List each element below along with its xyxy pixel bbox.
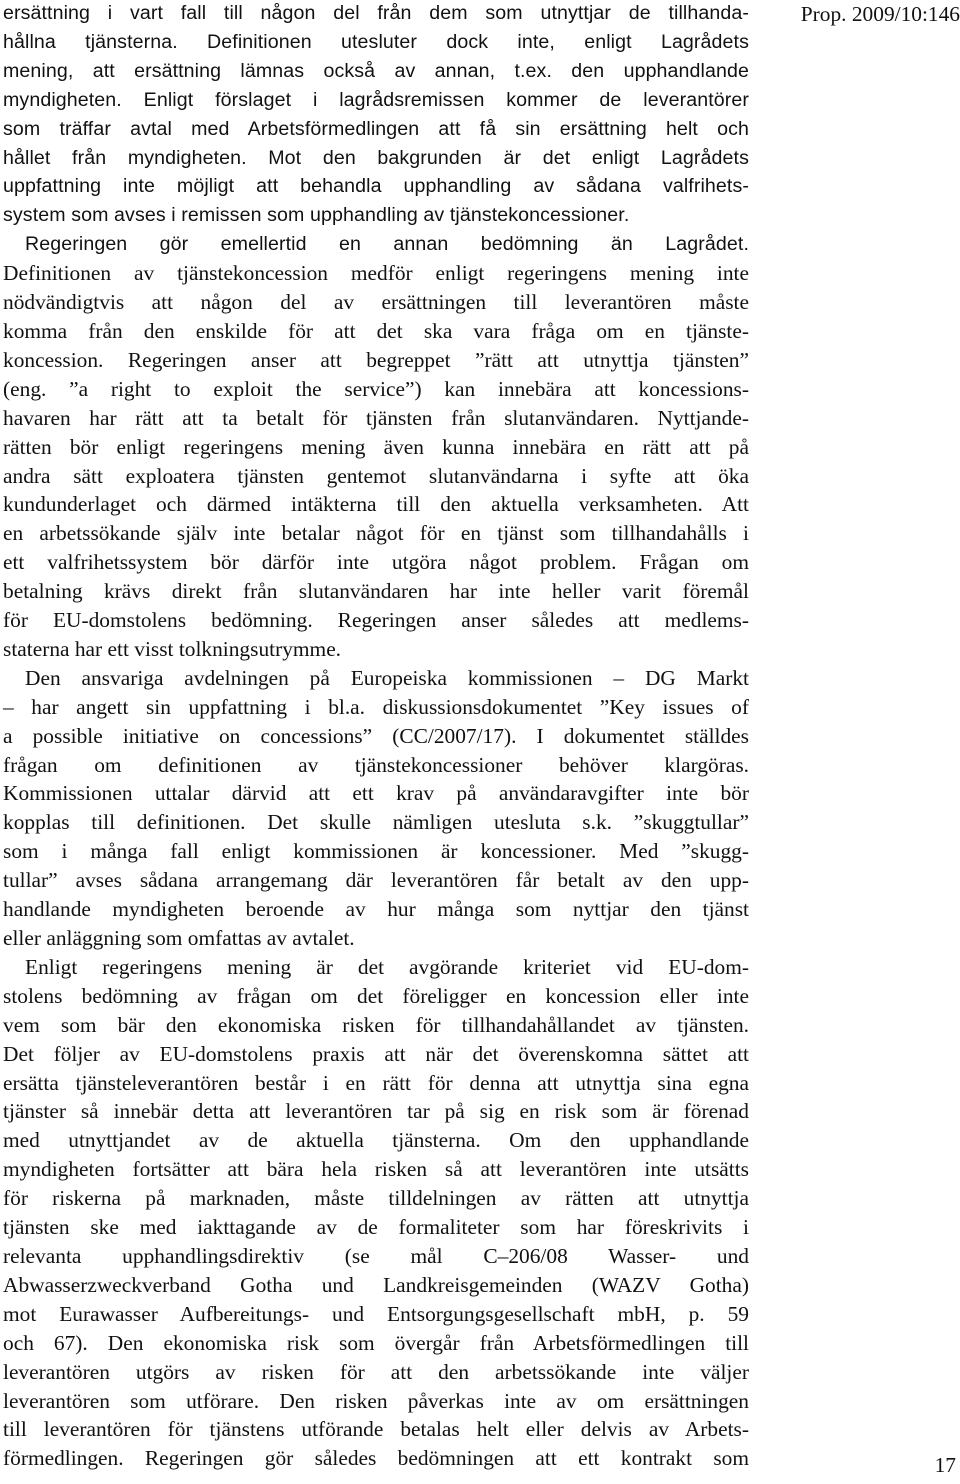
text-line: vem som bär den ekonomiska risken för tillhandahållandet av tjänsten. — [3, 1012, 749, 1037]
text-line: Den ansvariga avdelningen på Europeiska kommissionen – DG Markt — [25, 665, 749, 690]
text-line: myndigheten. Enligt förslaget i lagrådsremissen kommer de leverantörer — [3, 88, 749, 111]
page-number: 17 — [934, 1453, 956, 1477]
text-line: Det följer av EU-domstolens praxis att när det överenskomna sättet att — [3, 1041, 749, 1066]
text-line: – har angett sin uppfattning i bl.a. diskussionsdokumentet ”Key issues of — [3, 694, 749, 719]
text-line: stolens bedömning av frågan om det föreligger en koncession eller inte — [3, 983, 749, 1008]
text-line: leverantören som utförare. Den risken påverkas inte av om ersättningen — [3, 1388, 749, 1413]
text-line: Definitionen av tjänstekoncession medför enligt regeringens mening inte — [3, 261, 749, 286]
text-line: andra sätt exploatera tjänsten gentemot slutanvändarna i syfte att öka — [3, 463, 749, 488]
text-line: som träffar avtal med Arbetsförmedlingen att få sin ersättning helt och — [3, 117, 749, 140]
body-text — [3, 0, 749, 1473]
text-line: hållet från myndigheten. Mot den bakgrunden är det enligt Lagrådets — [3, 146, 749, 169]
text-line: nödvändigtvis att någon del av ersättningen till leverantören måste — [3, 290, 749, 315]
text-line: till leverantören för tjänstens utförande betalas helt eller delvis av Arbets- — [3, 1417, 749, 1442]
text-line: förmedlingen. Regeringen gör således bedömningen att ett kontrakt som — [3, 1446, 749, 1471]
text-line: ett valfrihetssystem bör därför inte utgöra något problem. Frågan om — [3, 550, 749, 575]
text-line: kopplas till definitionen. Det skulle nämligen utesluta s.k. ”skuggtullar” — [3, 810, 749, 835]
text-line: och 67). Den ekonomiska risk som övergår från Arbetsförmedlingen till — [3, 1330, 749, 1355]
text-line: hållna tjänsterna. Definitionen utesluter dock inte, enligt Lagrådets — [3, 30, 749, 53]
text-line: rätten bör enligt regeringens mening även kunna innebära en rätt att på — [3, 434, 749, 459]
text-line: a possible initiative on concessions” (CC/2007/17). I dokumentet ställdes — [3, 723, 749, 748]
text-line: Kommissionen uttalar därvid att ett krav på användaravgifter inte bör — [3, 781, 749, 806]
text-line: ersätta tjänsteleverantören består i en rätt för denna att utnyttja sina egna — [3, 1070, 749, 1095]
text-line: en arbetssökande själv inte betalar något för en tjänst som tillhandahålls i — [3, 521, 749, 546]
text-line: tjänster så innebär detta att leverantören tar på sig en risk som är förenad — [3, 1099, 749, 1124]
paragraph — [3, 664, 749, 953]
text-line: med utnyttjandet av de aktuella tjänsterna. Om den upphandlande — [3, 1128, 749, 1153]
proposition-reference: Prop. 2009/10:146 — [800, 2, 960, 26]
text-line: handlande myndigheten beroende av hur många som nyttjar den tjänst — [3, 897, 749, 922]
text-line: tjänsten ske med iakttagande av de formaliteter som har föreskrivits i — [3, 1215, 749, 1240]
text-line: leverantören utgörs av risken för att den arbetssökande inte väljer — [3, 1359, 749, 1384]
text-line: (eng. ”a right to exploit the service”) kan innebära att koncessions- — [3, 376, 749, 401]
paragraph — [3, 0, 749, 230]
text-line: system som avses i remissen som upphandling av tjänstekoncessioner. — [3, 204, 630, 227]
text-line: Enligt regeringens mening är det avgörande kriteriet vid EU-dom- — [25, 954, 749, 979]
text-line: staterna har ett visst tolkningsutrymme. — [3, 636, 342, 661]
text-line: frågan om definitionen av tjänstekoncessioner behöver klargöras. — [3, 752, 749, 777]
text-line: betalning krävs direkt från slutanvändaren har inte heller varit föremål — [3, 579, 749, 604]
paragraph — [3, 953, 749, 1473]
text-line: havaren har rätt att ta betalt för tjänsten från slutanvändaren. Nyttjande- — [3, 405, 749, 430]
text-line: komma från den enskilde för att det ska vara fråga om en tjänste- — [3, 318, 749, 343]
text-line: kundunderlaget och därmed intäkterna till den aktuella verksamheten. Att — [3, 492, 749, 517]
text-line: ersättning i vart fall till någon del från dem som utnyttjar de tillhanda- — [3, 2, 749, 24]
text-line: myndigheten fortsätter att bära hela risken så att leverantören inte utsätts — [3, 1157, 749, 1182]
text-line: som i många fall enligt kommissionen är koncessioner. Med ”skugg- — [3, 839, 749, 864]
text-line: mot Eurawasser Aufbereitungs- und Entsorgungsgesellschaft mbH, p. 59 — [3, 1301, 749, 1326]
text-line: mening, att ersättning lämnas också av annan, t.ex. den upphandlande — [3, 59, 749, 82]
text-line: tullar” avses sådana arrangemang där leverantören får betalt av den upp- — [3, 868, 749, 893]
text-line: Abwasserzweckverband Gotha und Landkreisgemeinden (WAZV Gotha) — [3, 1272, 749, 1297]
text-line: för riskerna på marknaden, måste tilldelningen av rätten att utnyttja — [3, 1186, 749, 1211]
text-line: koncession. Regeringen anser att begreppet ”rätt att utnyttja tjänsten” — [3, 347, 749, 372]
text-line: relevanta upphandlingsdirektiv (se mål C–206/08 Wasser- und — [3, 1243, 749, 1268]
text-line: för EU-domstolens bedömning. Regeringen anser således att medlems- — [3, 608, 749, 633]
text-line: eller anläggning som omfattas av avtalet. — [3, 926, 355, 950]
text-line: uppfattning inte möjligt att behandla upphandling av sådana valfrihets- — [3, 175, 749, 198]
paragraph — [3, 230, 749, 664]
text-line: Regeringen gör emellertid en annan bedömning än Lagrådet. — [25, 233, 749, 256]
